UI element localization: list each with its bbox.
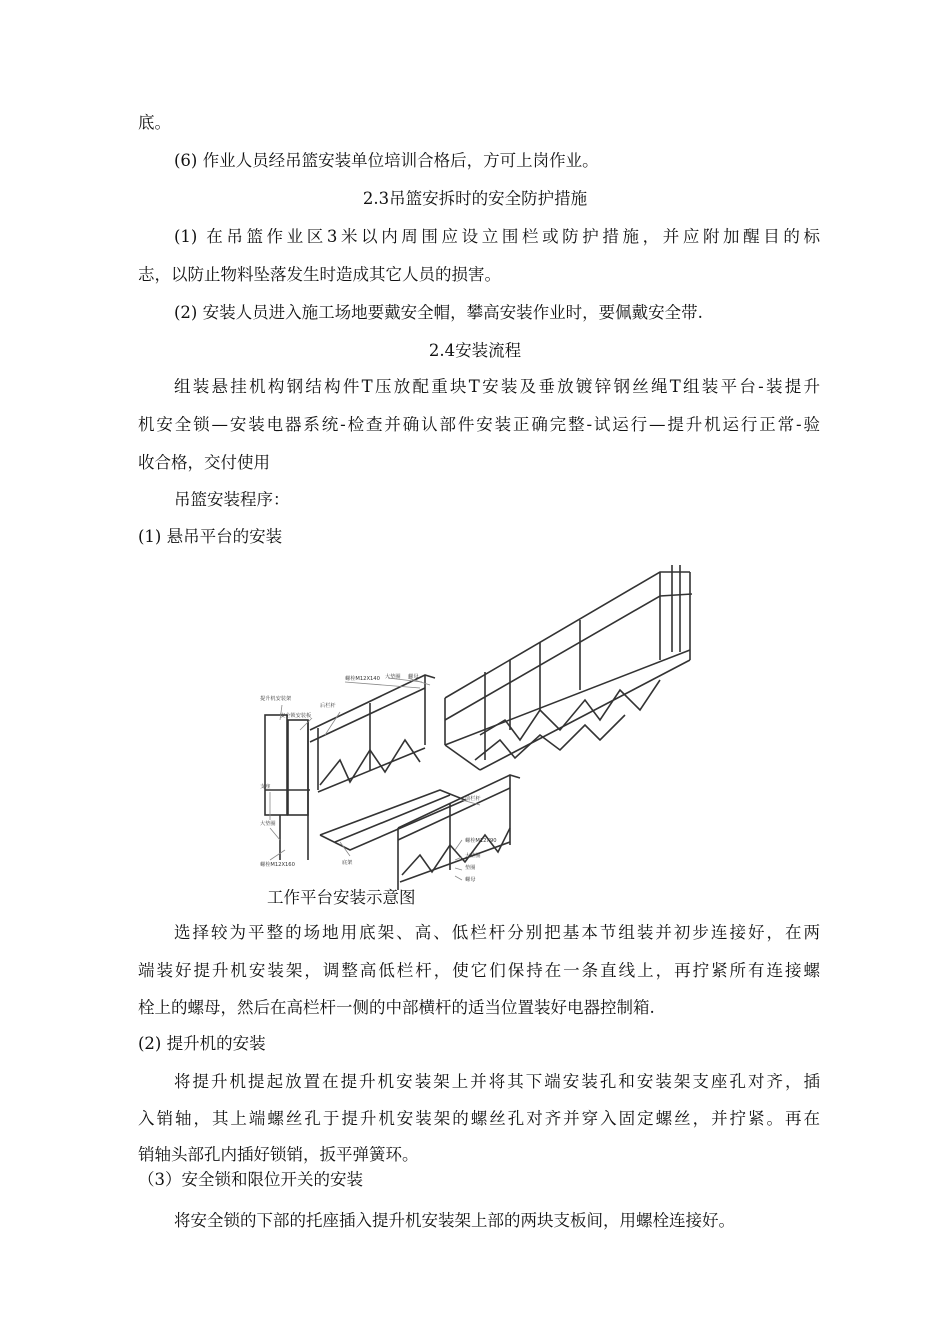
label-base-frame: 底架 xyxy=(342,860,353,866)
front-railing xyxy=(398,775,520,890)
label-washer-1: 大垫圈 xyxy=(385,674,401,680)
diagram-caption: 工作平台安装示意图 xyxy=(267,888,416,907)
label-bolt-160: 螺栓M12X160 xyxy=(260,862,295,868)
base-frame xyxy=(320,790,465,850)
hoist-frame xyxy=(265,715,310,860)
paragraph-assembly-line2: 端装好提升机安装架，调整高低栏杆，使它们保持在一条直线上，再拧紧所有连接螺 xyxy=(138,961,820,980)
paragraph-fragment: 底。 xyxy=(138,113,171,132)
label-support: 支座 xyxy=(260,784,271,790)
label-hoist-mount: 提升机安装架 xyxy=(260,696,292,702)
paragraph-hoist-line2: 入销轴，其上端螺丝孔于提升机安装架的螺丝孔对齐并穿入固定螺丝，并拧紧。再在 xyxy=(138,1109,820,1128)
paragraph-lock: 将安全锁的下部的托座插入提升机安装架上部的两块支板间，用螺栓连接好。 xyxy=(174,1211,735,1230)
step-1-heading: (1) 悬吊平台的安装 xyxy=(138,527,283,546)
paragraph-assembly-line3: 栓上的螺母，然后在高栏杆一侧的中部横杆的适当位置装好电器控制箱. xyxy=(138,998,655,1017)
label-lock-plate: 安全锁安装板 xyxy=(280,713,312,719)
flow-line1: 组装悬挂机构钢结构件T压放配重块T安装及垂放镀锌钢丝绳T组装平台-装提升 xyxy=(174,377,820,396)
flow-line2: 机安全锁—安装电器系统-检查并确认部件安装正确完整-试运行—提升机运行正常-验 xyxy=(138,415,820,434)
section-heading-2-3: 2.3吊篮安拆时的安全防护措施 xyxy=(362,189,588,208)
paragraph-assembly-line1: 选择较为平整的场地用底架、高、低栏杆分别把基本节组装并初步连接好，在两 xyxy=(174,923,820,942)
flow-line3: 收合格，交付使用 xyxy=(138,453,270,472)
paragraph-item-6: (6) 作业人员经吊篮安装单位培训合格后，方可上岗作业。 xyxy=(174,151,599,170)
step-3-heading: （3）安全锁和限位开关的安装 xyxy=(138,1170,363,1189)
rear-railing xyxy=(310,675,435,792)
label-washer-2: 大垫圈 xyxy=(260,821,276,827)
label-nut-2: 螺母 xyxy=(465,877,476,883)
section-heading-2-4: 2.4安装流程 xyxy=(428,341,522,360)
paragraph-item-1-line1: (1) 在吊篮作业区3米以内周围应设立围栏或防护措施，并应附加醒目的标 xyxy=(174,227,820,246)
upper-platform-section xyxy=(445,565,692,770)
step-2-heading: (2) 提升机的安装 xyxy=(138,1034,266,1053)
paragraph-item-2: (2) 安装人员进入施工场地要戴安全帽，攀高安装作业时，要佩戴安全带. xyxy=(174,303,703,322)
label-front-rail: 前栏杆 xyxy=(465,796,481,802)
platform-assembly-diagram xyxy=(240,560,710,890)
paragraph-item-1-line2: 志，以防止物料坠落发生时造成其它人员的损害。 xyxy=(138,265,501,284)
label-nut-1: 螺母 xyxy=(408,674,419,680)
leader-lines xyxy=(270,678,480,880)
label-bolt-90: 螺栓M12X90 xyxy=(465,838,497,844)
label-washer-3: 大垫圈 xyxy=(465,853,481,859)
diagram-labels xyxy=(260,672,497,883)
label-bolt-140: 螺栓M12X140 xyxy=(345,676,380,682)
label-washer-4: 垫圈 xyxy=(465,865,476,871)
paragraph-hoist-line1: 将提升机提起放置在提升机安装架上并将其下端安装孔和安装架支座孔对齐，插 xyxy=(174,1072,820,1091)
program-heading: 吊篮安装程序： xyxy=(174,490,290,509)
label-rear-rail: 后栏杆 xyxy=(320,703,336,709)
paragraph-hoist-line3: 销轴头部孔内插好锁销，扳平弹簧环。 xyxy=(138,1145,419,1164)
